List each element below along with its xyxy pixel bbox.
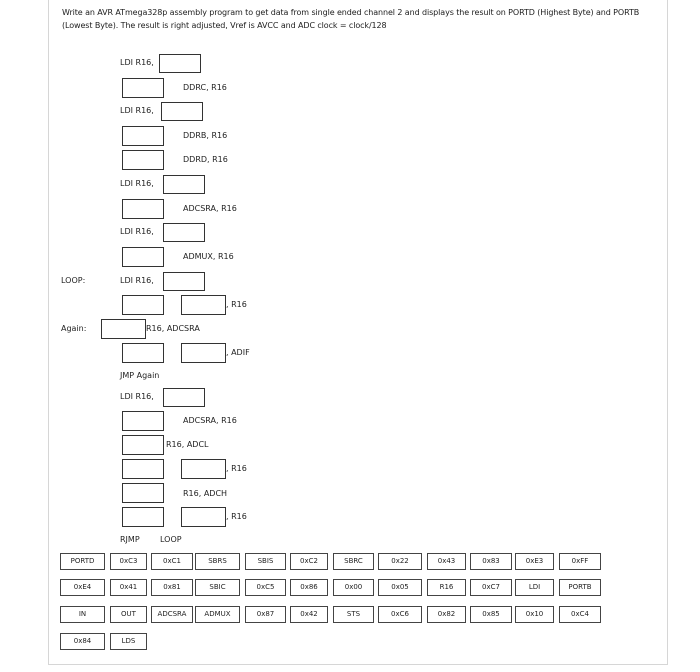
option-chip[interactable]: 0x86 xyxy=(290,579,328,596)
code-line-18: , R16 xyxy=(226,464,247,473)
option-chip[interactable]: 0x81 xyxy=(151,579,193,596)
code-line-16: ADCSRA, R16 xyxy=(183,416,237,425)
option-chip[interactable]: 0xC3 xyxy=(110,553,147,570)
option-chip[interactable]: LDS xyxy=(110,633,147,650)
code-line-2: DDRC, R16 xyxy=(183,83,227,92)
answer-blank-7[interactable] xyxy=(122,199,164,219)
option-chip[interactable]: PORTD xyxy=(60,553,105,570)
option-chip[interactable]: R16 xyxy=(427,579,466,596)
option-chip[interactable]: 0x05 xyxy=(378,579,422,596)
code-line-20: , R16 xyxy=(226,512,247,521)
option-chip[interactable]: SBRS xyxy=(195,553,240,570)
answer-blank-23[interactable] xyxy=(181,507,226,527)
option-chip[interactable]: 0xC6 xyxy=(378,606,422,623)
option-chip[interactable]: 0x42 xyxy=(290,606,328,623)
option-chip[interactable]: 0x83 xyxy=(470,553,512,570)
answer-blank-10[interactable] xyxy=(163,272,205,291)
code-line-7: ADCSRA, R16 xyxy=(183,204,237,213)
answer-blank-9[interactable] xyxy=(122,247,164,267)
loop-label: LOOP: xyxy=(61,276,86,285)
answer-blank-22[interactable] xyxy=(122,507,164,527)
answer-blank-16[interactable] xyxy=(163,388,205,407)
option-chip[interactable]: SBRC xyxy=(333,553,374,570)
code-line-14: JMP Again xyxy=(120,371,160,380)
answer-blank-2[interactable] xyxy=(122,78,164,98)
option-chip[interactable]: 0x82 xyxy=(427,606,466,623)
code-line-12: R16, ADCSRA xyxy=(146,324,200,333)
option-chip[interactable]: 0x43 xyxy=(427,553,466,570)
option-chip[interactable]: 0xC5 xyxy=(245,579,286,596)
answer-blank-11[interactable] xyxy=(122,295,164,315)
code-line-10: LDI R16, xyxy=(120,276,154,285)
option-chip[interactable]: OUT xyxy=(110,606,147,623)
answer-blank-18[interactable] xyxy=(122,435,164,455)
code-line-21-loop: LOOP xyxy=(160,535,182,544)
code-line-8: LDI R16, xyxy=(120,227,154,236)
again-label: Again: xyxy=(61,324,87,333)
code-line-3: LDI R16, xyxy=(120,106,154,115)
answer-blank-17[interactable] xyxy=(122,411,164,431)
option-chip[interactable]: ADMUX xyxy=(195,606,240,623)
option-chip[interactable]: IN xyxy=(60,606,105,623)
option-chip[interactable]: 0xFF xyxy=(559,553,601,570)
answer-blank-8[interactable] xyxy=(163,223,205,242)
option-chip[interactable]: 0xC2 xyxy=(290,553,328,570)
answer-blank-1[interactable] xyxy=(159,54,201,73)
code-line-21-rjmp: RJMP xyxy=(120,535,140,544)
answer-blank-4[interactable] xyxy=(122,126,164,146)
code-line-4: DDRB, R16 xyxy=(183,131,228,140)
option-chip[interactable]: 0x41 xyxy=(110,579,147,596)
option-chip[interactable]: 0x10 xyxy=(515,606,554,623)
code-line-5: DDRD, R16 xyxy=(183,155,228,164)
answer-blank-21[interactable] xyxy=(122,483,164,503)
answer-blank-15[interactable] xyxy=(181,343,226,363)
code-line-13: , ADIF xyxy=(226,348,250,357)
answer-blank-12[interactable] xyxy=(181,295,226,315)
code-line-17: R16, ADCL xyxy=(166,440,209,449)
option-chip[interactable]: SBIS xyxy=(245,553,286,570)
option-chip[interactable]: STS xyxy=(333,606,374,623)
option-chip[interactable]: SBIC xyxy=(195,579,240,596)
code-line-11: , R16 xyxy=(226,300,247,309)
answer-blank-13[interactable] xyxy=(101,319,146,339)
option-chip[interactable]: PORTB xyxy=(559,579,601,596)
answer-blank-19[interactable] xyxy=(122,459,164,479)
code-line-19: R16, ADCH xyxy=(183,489,228,498)
answer-blank-14[interactable] xyxy=(122,343,164,363)
option-chip[interactable]: 0xC1 xyxy=(151,553,193,570)
code-line-6: LDI R16, xyxy=(120,179,154,188)
answer-blank-5[interactable] xyxy=(122,150,164,170)
option-chip[interactable]: ADCSRA xyxy=(151,606,193,623)
code-line-1: LDI R16, xyxy=(120,58,154,67)
code-line-15: LDI R16, xyxy=(120,392,154,401)
option-chip[interactable]: 0x22 xyxy=(378,553,422,570)
answer-blank-20[interactable] xyxy=(181,459,226,479)
option-chip[interactable]: 0x00 xyxy=(333,579,374,596)
option-chip[interactable]: 0xE4 xyxy=(60,579,105,596)
option-chip[interactable]: 0x84 xyxy=(60,633,105,650)
answer-blank-3[interactable] xyxy=(161,102,203,121)
answer-blank-6[interactable] xyxy=(163,175,205,194)
option-chip[interactable]: 0x87 xyxy=(245,606,286,623)
code-line-9: ADMUX, R16 xyxy=(183,252,234,261)
option-chip[interactable]: 0xC7 xyxy=(470,579,512,596)
option-chip[interactable]: 0xE3 xyxy=(515,553,554,570)
option-chip[interactable]: 0x85 xyxy=(470,606,512,623)
option-chip[interactable]: LDI xyxy=(515,579,554,596)
question-text: Write an AVR ATmega328p assembly program to get data from single ended channel 2 and displays the result on PORTD (Highest Byte) and PORTB (Lowest Byte). The result is right adjusted, Vref is AVCC and ADC clock = clock/128 xyxy=(62,8,640,30)
option-chip[interactable]: 0xC4 xyxy=(559,606,601,623)
